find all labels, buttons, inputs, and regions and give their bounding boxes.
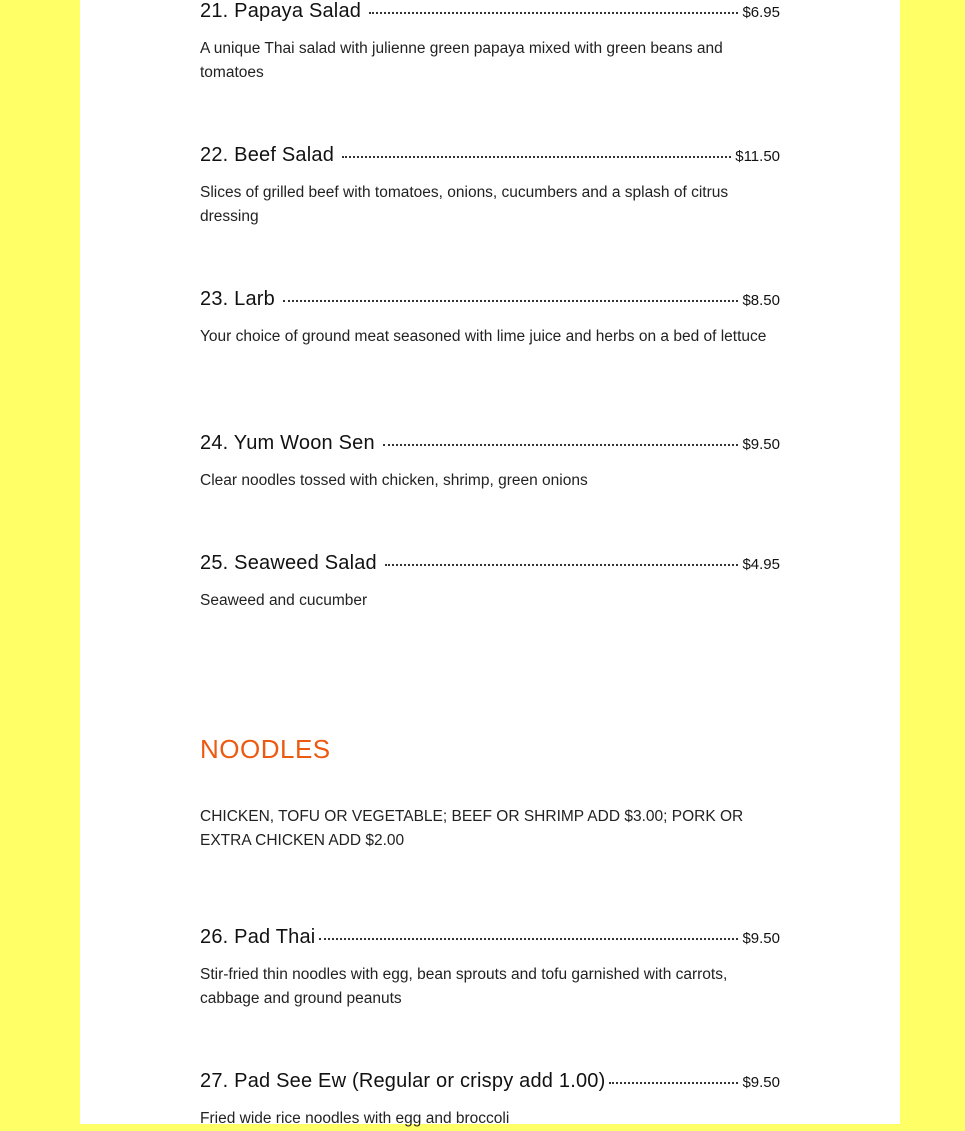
menu-item-description: Stir-fried thin noodles with egg, bean sprouts and tofu garnished with carrots, cabbage and ground peanuts xyxy=(200,966,728,1007)
menu-item-header xyxy=(200,552,780,575)
menu-item-price: $6.95 xyxy=(742,4,780,21)
menu-item-name: 25. Seaweed Salad xyxy=(200,552,377,574)
menu-item-description: Clear noodles tossed with chicken, shrimp, green onions xyxy=(200,472,588,489)
menu-item xyxy=(200,144,780,229)
menu-item-description: Your choice of ground meat seasoned with lime juice and herbs on a bed of lettuce xyxy=(200,328,767,345)
section-note: CHICKEN, TOFU OR VEGETABLE; BEEF OR SHRIMP ADD $3.00; PORK OR EXTRA CHICKEN ADD $2.00 xyxy=(200,808,744,849)
menu-item-name: 22. Beef Salad xyxy=(200,144,335,166)
menu-item-name: 24. Yum Woon Sen xyxy=(200,432,375,454)
menu-item-header xyxy=(200,926,780,949)
menu-item-description: Fried wide rice noodles with egg and broccoli xyxy=(200,1110,510,1127)
menu-item-price: $9.50 xyxy=(742,1074,780,1091)
menu-item-price: $9.50 xyxy=(742,930,780,947)
dotted-leader xyxy=(369,12,738,14)
menu-item-header xyxy=(200,432,780,455)
menu-item-name: 27. Pad See Ew (Regular or crispy add 1.00) xyxy=(200,1070,606,1092)
dotted-leader xyxy=(342,156,731,158)
menu-item-header xyxy=(200,0,780,23)
menu-item xyxy=(200,926,780,1011)
menu-item-name: 26. Pad Thai xyxy=(200,926,316,948)
menu-item-name: 21. Papaya Salad xyxy=(200,0,362,22)
menu-item-description: Seaweed and cucumber xyxy=(200,592,368,609)
menu-item-price: $11.50 xyxy=(735,148,780,165)
menu-item xyxy=(200,0,780,85)
menu-item-name: 23. Larb xyxy=(200,288,275,310)
menu-item xyxy=(200,288,780,349)
menu-item-price: $8.50 xyxy=(742,292,780,309)
section-title-noodles: NOODLES xyxy=(200,734,331,764)
dotted-leader xyxy=(385,564,739,566)
menu-item-price: $4.95 xyxy=(742,556,780,573)
dotted-leader xyxy=(609,1082,738,1084)
menu-item-price: $9.50 xyxy=(742,436,780,453)
menu-item-header xyxy=(200,288,780,311)
menu-item-description: Slices of grilled beef with tomatoes, onions, cucumbers and a splash of citrus dressing xyxy=(200,184,729,225)
menu-item xyxy=(200,552,780,613)
menu-item xyxy=(200,432,780,493)
menu-item-header xyxy=(200,144,780,167)
menu-item-header xyxy=(200,1070,780,1093)
menu-item-description: A unique Thai salad with julienne green papaya mixed with green beans and tomatoes xyxy=(200,40,723,81)
dotted-leader xyxy=(319,938,738,940)
dotted-leader xyxy=(383,444,739,446)
dotted-leader xyxy=(283,300,738,302)
menu-item xyxy=(200,1070,780,1131)
